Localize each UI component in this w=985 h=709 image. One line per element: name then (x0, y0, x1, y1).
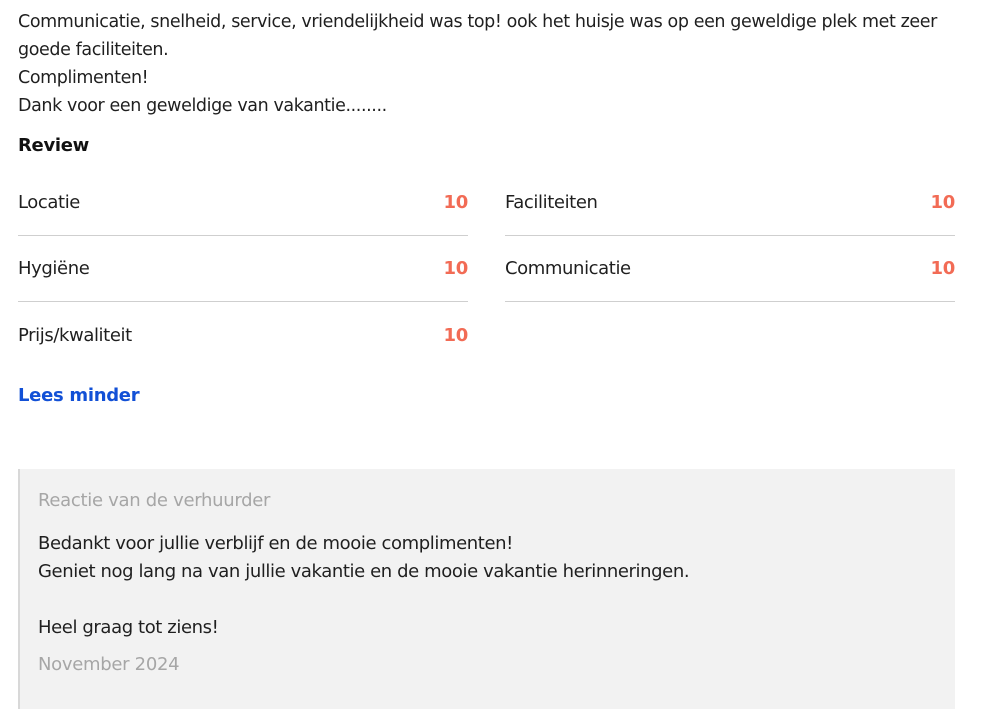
owner-response-box (18, 469, 955, 709)
owner-response-text (38, 530, 937, 642)
score-value: 10 (443, 324, 468, 346)
score-grid (18, 170, 955, 368)
score-row-prijs-kwaliteit (18, 302, 468, 368)
score-label: Hygiëne (18, 258, 90, 279)
owner-response-line: Geniet nog lang na van jullie vakantie en de mooie vakantie herinneringen. (38, 561, 690, 582)
score-label: Prijs/kwaliteit (18, 324, 132, 346)
score-row-locatie (18, 170, 468, 236)
score-row-communicatie (505, 236, 955, 302)
review-text (18, 8, 955, 120)
score-value: 10 (443, 258, 468, 279)
owner-response-date: November 2024 (38, 654, 180, 675)
review-line: Dank voor een geweldige van vakantie........ (18, 96, 387, 116)
score-value: 10 (930, 258, 955, 279)
review-line: Complimenten! (18, 68, 149, 88)
review-line: Communicatie, snelheid, service, vriendelijkheid was top! ook het huisje was op een geweldige plek met zeer goede faciliteiten. (18, 12, 937, 60)
score-label: Faciliteiten (505, 192, 598, 213)
review-section-title: Review (18, 135, 90, 156)
score-row-faciliteiten (505, 170, 955, 236)
review-container (18, 8, 955, 406)
owner-response-title: Reactie van de verhuurder (38, 490, 271, 511)
score-label: Locatie (18, 192, 80, 213)
score-row-hygiene (18, 236, 468, 302)
score-value: 10 (443, 192, 468, 213)
owner-response-line: Bedankt voor jullie verblijf en de mooie complimenten! (38, 533, 513, 554)
paragraph-spacer (38, 586, 937, 614)
owner-response-closing: Heel graag tot ziens! (38, 617, 219, 638)
score-value: 10 (930, 192, 955, 213)
read-less-link[interactable]: Lees minder (18, 385, 140, 406)
score-label: Communicatie (505, 258, 631, 279)
